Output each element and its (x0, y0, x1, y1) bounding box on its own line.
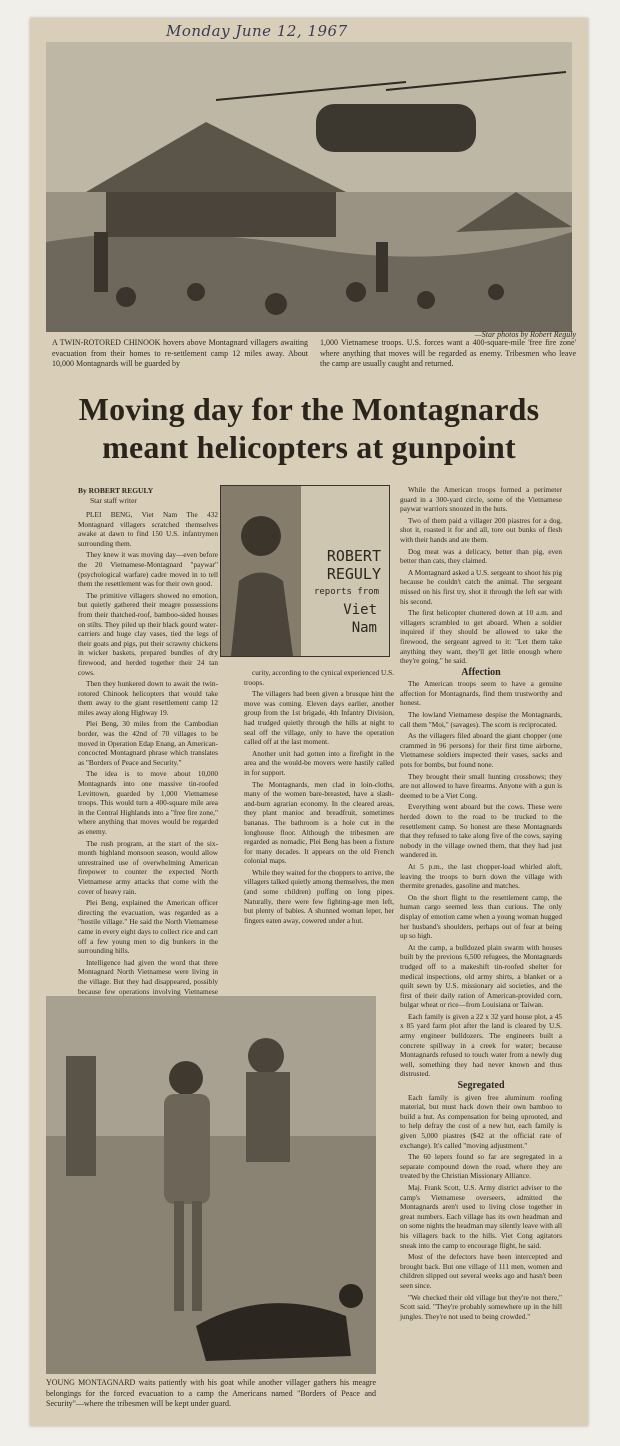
reporter-promo-box (220, 485, 390, 657)
headline-line-2: meant helicopters at gunpoint (102, 429, 516, 465)
paragraph: Each family is given free aluminum roofing material, but must hack down their own bamboo to build a hut. As compensation for being uprooted, and to help defray the cost of a new hut, each family is given 5,000 piastres ($42 at the official rate of exchange). It's called "moving adjustment." (400, 1092, 562, 1150)
paragraph: Two of them paid a villager 200 piastres for a dog, shot it, roasted it for and all, tore out bunks of flesh with their hands and ate them. (400, 515, 562, 544)
subhead-segregated: Segregated (457, 1080, 505, 1092)
paragraph: Most of the defectors have been intercepted and brought back. But one village of 111 men, women and children slipped out several weeks ago and hasn't been seen since. (400, 1252, 562, 1290)
top-photo-chinook (46, 42, 572, 332)
paragraph: The 60 lepers found so far are segregated in a separate compound down the road, where they are treated by the Christian Missionary Alliance. (400, 1152, 562, 1181)
paragraph: Plei Beng, explained the American officer directing the evacuation, was regarded as a "hostile village." He said the North Vietnamese came in every eight days to collect rice and cart off a few young men to dig bunkers in the surrounding hills. (78, 898, 218, 956)
headline-line-1: Moving day for the Montagnards (78, 391, 540, 427)
promo-name-line-2: REGULY (326, 565, 381, 583)
paragraph: While they waited for the choppers to arrive, the villagers talked quietly among themselves, the men (and some children) puffing on long pipes. Naturally, there were few fighting-age men left, but plenty of babies. A shunned woman leper, her fingers eaten away, cowered under a hut. (244, 867, 394, 925)
promo-place-line-1: Viet (343, 602, 377, 618)
bottom-photo-caption: YOUNG MONTAGNARD waits patiently with his goat while another villager gathers his meagre belongings for the forced evacuation to a camp the Americans named "Borders of Peace and Security"—where the tribesmen will be kept under guard. (46, 1378, 376, 1408)
paragraph: On the short flight to the resettlement camp, the human cargo seemed less than curious. The only display of emotion came when a young woman hugged her husband's shoulders, perhaps out of fear at being up so high. (400, 892, 562, 941)
promo-place-line-2: Nam (351, 620, 377, 636)
paragraph: Then they hunkered down to await the twin-rotored Chinook helicopters that would take them away to the giant resettlement camp 12 miles away along Highway 19. (78, 679, 218, 717)
byline-role: Star staff writer (90, 496, 137, 505)
paragraph: A Montagnard asked a U.S. sergeant to shoot his pig because he couldn't catch the animal. The sergeant missed on his first try, shot it through the left ear with his second. (400, 567, 562, 606)
paragraph: The first helicopter chuttered down at 10 a.m. and villagers scrambled to get aboard. When a soldier inquired if they should be allowed to take the firewood, the sergeant agreed to it: "Let them take anything they want, they'll get little enough where they're going," he said. (400, 608, 562, 666)
paragraph: PLEI BENG, Viet Nam The 432 Montagnard villagers scratched themselves awake at dawn to find 150 U.S. infantrymen surrounding them. (78, 510, 218, 548)
bottom-photo-boy-with-goat (46, 996, 376, 1374)
paragraph: "We checked their old village but they're not there," Scott said. "They're probably somewhere up in the hill jungles. They're not used to being crowded." (400, 1292, 562, 1321)
subhead-affection: Affection (461, 666, 501, 678)
paragraph: Each family is given a 22 x 32 yard house plot, a 45 x 85 yard farm plot after the land is cleared by U.S. army engineer bulldozers. The engineers built a concrete spillway in a creek for water; because Montagnards refused to touch water from a newly dug well, something they had never known and thus distrusted. (400, 1011, 562, 1079)
paragraph: While the American troops formed a perimeter guard in a 300-yard circle, some of the Vietnamese paywar warriors snoozed in the huts. (400, 485, 562, 514)
paragraph: The Montagnards, men clad in loin-cloths, many of the women bare-breasted, have a slash-and-burn agrarian economy. In the cleared areas, they plant manioc and breadfruit, sometimes bananas. The bathroom is a hole cut in the longhouse floor. Although the tribesmen are regarded as nomadic, Plei Beng has been a fixture for many decades. It appears on the old French colonial maps. (244, 779, 394, 866)
reporter-photo (221, 486, 301, 656)
article-column-1 (78, 510, 218, 1008)
paragraph: Intelligence had given the word that three Montagnard North Vietnamese were living in the village. But they had disappeared, possibly because few operations involving Vietnamese (78, 957, 218, 996)
paragraph: Dog meat was a delicacy, better than pig, even better than cats, they claimed. (400, 546, 562, 566)
paragraph: The idea is to move about 10,000 Montagnards into one massive tin-roofed Levittown, guarded by 1,000 Vietnamese troops. This would turn a 400-square mile area in the Central Highlands into a "free fire zone," where anything that moves would be regarded as enemy. (78, 769, 218, 836)
paragraph: The primitive villagers showed no emotion, but quietly gathered their meagre possessions from their thatched-roof, bamboo-sided houses on stilts. They piled up their black gourd water-carriers and huge clay vases, tied the legs of their goats and pigs, put their scrawny chickens in wicker baskets, prepared bundles of dry firewood, and herded together their 24 tan cows. (78, 590, 218, 677)
promo-name-line-1: ROBERT (326, 547, 381, 565)
paragraph: At the camp, a bulldozed plain swarm with houses built by the previous 6,500 refugees, the Montagnards trudged off to a makeshift tin-roofed shelter for medical inspections, old army shirts, a blanket or a quilt sewn by U.S. missionary aid societies, and the first of their daily ration of American-provided corn, bulgar wheat or rice—from Louisiana or Taiwan. (400, 942, 562, 1010)
handwritten-date: Monday June 12, 1967 (166, 22, 348, 40)
paragraph: The villagers had been given a brusque hint the move was coming. Eleven days earlier, another group from the 1st brigade, 4th Infantry Division, had trudged quietly through the hills at night to seal off the village, only to have the operation called off at the last moment. (244, 689, 394, 747)
paragraph: curity, according to the cynical experienced U.S. troops. (244, 668, 394, 687)
headline (44, 390, 574, 466)
paragraph: As the villagers filed aboard the giant chopper (one crammed in 96 persons) for their first time airborne, Vietnamese soldiers inspected their vases, sacks and pots for bombs, but found none. (400, 731, 562, 770)
paragraph: The rush program, at the start of the six-month highland monsoon season, would allow unrestrained use of overwhelming American firepower to counter the expected North Vietnamese army attacks that come with the cover of heavy rain. (78, 838, 218, 896)
paragraph: They brought their small hunting crossbows; they are not allowed to have firearms. Anyone with a gun is deemed to be a Viet Cong. (400, 771, 562, 800)
paragraph: They knew it was moving day—even before the 20 Vietnamese-Montagnard "paywar" (psychological warfare) cadre moved in to tell them the resettlement was for their own good. (78, 550, 218, 589)
newspaper-clipping (30, 18, 588, 1426)
byline-author: By ROBERT REGULY (78, 486, 154, 495)
top-photo-caption-right: 1,000 Vietnamese troops. U.S. forces want a 400-square-mile 'free fire zone' where anything that moves will be regarded as enemy. Tribesmen who leave the camp are usually caught and returned. (320, 338, 576, 368)
byline (78, 486, 218, 506)
promo-reports-from: reports from (313, 587, 379, 597)
top-photo-caption-left: A TWIN-ROTORED CHINOOK hovers above Montagnard villagers awaiting evacuation from their homes to re-settlement camp 12 miles away. About 10,000 Montagnards will be guarded by (52, 338, 308, 368)
paragraph: At 5 p.m., the last chopper-load whirled aloft, leaving the troops to burn down the village with thermite grenades, gasoline and matches. (400, 861, 562, 891)
paragraph: The lowland Vietnamese despise the Montagnards, call them "Moi," (savages). The scorn is reciprocated. (400, 710, 562, 729)
photo-credit: —Star photos by Robert Reguly (474, 330, 576, 339)
paragraph: Everything went aboard but the cows. These were herded down to the road to be trucked to the resettlement camp. So honest are these Montagnards that they refused to take along five of the cows, saying nobody in the village owned them, that they had just wandered in. (400, 802, 562, 860)
paragraph: The American troops seem to have a genuine affection for Montagnards, find them trustworthy and honest. (400, 679, 562, 708)
article-column-2 (244, 668, 394, 927)
paragraph: Another unit had gotten into a firefight in the area and the would-be movers were hastily called in for support. (244, 748, 394, 777)
paragraph: Maj. Frank Scott, U.S. Army district adviser to the camp's Vietnamese overseers, admitted the Montagnards aren't used to living close together in great numbers. Each village has its own headman and on some nights the headman may silently leave with all his villagers back to the hills. Viet Cong agitators sneak into the camp to encourage flight, he said. (400, 1182, 562, 1250)
article-column-3 (400, 485, 562, 1323)
paragraph: Plei Beng, 30 miles from the Cambodian border, was the 42nd of 70 villages to be moved in Operation Edap Enang, an American-concocted Montagnard phrase which translates as "Borders of Peace and Security." (78, 719, 218, 767)
